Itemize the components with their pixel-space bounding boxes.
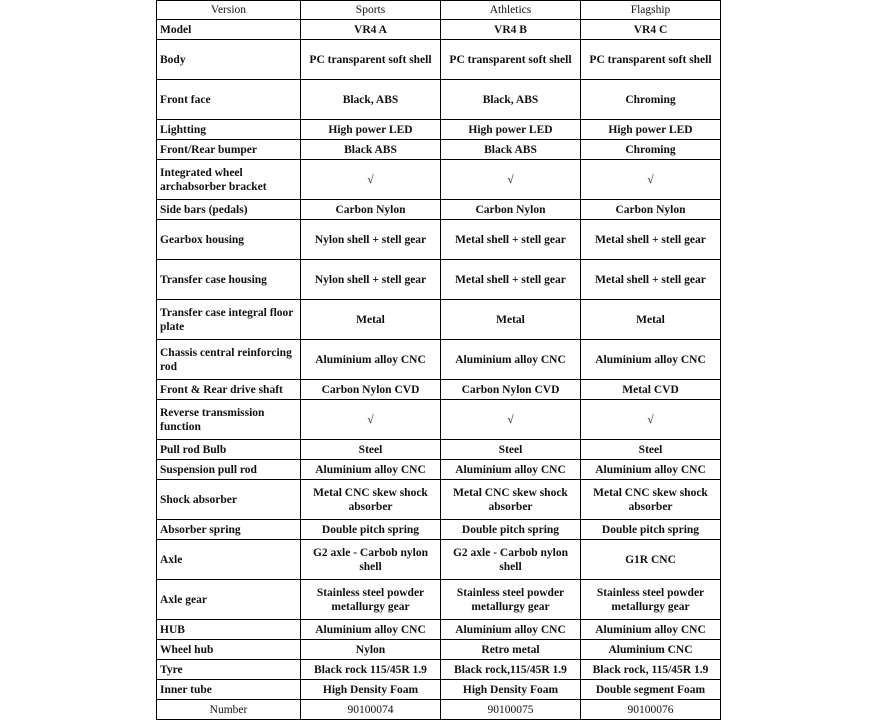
- table-cell: Aluminium CNC: [581, 640, 721, 660]
- row-label: Lightting: [157, 120, 301, 140]
- spec-table: [156, 0, 721, 720]
- row-label: Front face: [157, 80, 301, 120]
- table-cell: Stainless steel powder metallurgy gear: [581, 580, 721, 620]
- row-label: Suspension pull rod: [157, 460, 301, 480]
- row-label: Transfer case housing: [157, 260, 301, 300]
- table-cell: 90100075: [441, 700, 581, 720]
- table-row: [157, 540, 721, 580]
- table-cell: Chroming: [581, 140, 721, 160]
- table-cell: Black ABS: [301, 140, 441, 160]
- table-row: [157, 660, 721, 680]
- table-cell: VR4 A: [301, 20, 441, 40]
- table-cell: Black ABS: [441, 140, 581, 160]
- table-cell: Carbon Nylon CVD: [441, 380, 581, 400]
- table-cell: Stainless steel powder metallurgy gear: [301, 580, 441, 620]
- table-cell: PC transparent soft shell: [301, 40, 441, 80]
- table-cell: Retro metal: [441, 640, 581, 660]
- table-cell: High power LED: [441, 120, 581, 140]
- table-cell: 90100074: [301, 700, 441, 720]
- row-label: Pull rod Bulb: [157, 440, 301, 460]
- table-cell: Aluminium alloy CNC: [301, 340, 441, 380]
- table-cell: Double pitch spring: [441, 520, 581, 540]
- table-cell: G1R CNC: [581, 540, 721, 580]
- table-row: [157, 80, 721, 120]
- table-cell: Athletics: [441, 1, 581, 20]
- row-label: Gearbox housing: [157, 220, 301, 260]
- table-row: [157, 120, 721, 140]
- table-cell: G2 axle - Carbob nylon shell: [301, 540, 441, 580]
- table-cell: Metal: [441, 300, 581, 340]
- table-cell: Aluminium alloy CNC: [301, 460, 441, 480]
- table-cell: Metal CNC skew shock absorber: [301, 480, 441, 520]
- table-cell: 90100076: [581, 700, 721, 720]
- table-row: [157, 400, 721, 440]
- table-cell: Aluminium alloy CNC: [301, 620, 441, 640]
- table-row: [157, 440, 721, 460]
- table-row: [157, 20, 721, 40]
- table-cell: Aluminium alloy CNC: [581, 340, 721, 380]
- table-cell: Metal shell + stell gear: [581, 260, 721, 300]
- table-row: [157, 520, 721, 540]
- table-row: [157, 680, 721, 700]
- table-cell: Double pitch spring: [581, 520, 721, 540]
- table-cell: Nylon: [301, 640, 441, 660]
- table-cell: Aluminium alloy CNC: [441, 340, 581, 380]
- table-cell: High power LED: [581, 120, 721, 140]
- spec-table-body: [157, 1, 721, 720]
- table-cell: Chroming: [581, 80, 721, 120]
- table-cell: Metal: [581, 300, 721, 340]
- row-label: Tyre: [157, 660, 301, 680]
- row-label: Axle: [157, 540, 301, 580]
- table-cell: PC transparent soft shell: [441, 40, 581, 80]
- row-label: HUB: [157, 620, 301, 640]
- table-row: [157, 340, 721, 380]
- row-label: Number: [157, 700, 301, 720]
- row-label: Integrated wheel archabsorber bracket: [157, 160, 301, 200]
- table-cell: √: [441, 160, 581, 200]
- table-cell: Black, ABS: [301, 80, 441, 120]
- table-cell: Metal shell + stell gear: [441, 260, 581, 300]
- table-cell: Metal CNC skew shock absorber: [441, 480, 581, 520]
- table-cell: VR4 C: [581, 20, 721, 40]
- table-row: [157, 40, 721, 80]
- table-cell: Metal shell + stell gear: [581, 220, 721, 260]
- table-row: [157, 260, 721, 300]
- row-label: Shock absorber: [157, 480, 301, 520]
- table-cell: √: [581, 160, 721, 200]
- table-cell: Black rock, 115/45R 1.9: [581, 660, 721, 680]
- table-cell: VR4 B: [441, 20, 581, 40]
- table-cell: Nylon shell + stell gear: [301, 220, 441, 260]
- table-row: [157, 480, 721, 520]
- table-cell: PC transparent soft shell: [581, 40, 721, 80]
- table-cell: Black, ABS: [441, 80, 581, 120]
- table-cell: √: [441, 400, 581, 440]
- row-label: Body: [157, 40, 301, 80]
- table-cell: Metal shell + stell gear: [441, 220, 581, 260]
- table-cell: G2 axle - Carbob nylon shell: [441, 540, 581, 580]
- table-row: [157, 1, 721, 20]
- table-row: [157, 220, 721, 260]
- row-label: Front/Rear bumper: [157, 140, 301, 160]
- table-row: [157, 640, 721, 660]
- table-cell: Carbon Nylon CVD: [301, 380, 441, 400]
- row-label: Wheel hub: [157, 640, 301, 660]
- row-label: Axle gear: [157, 580, 301, 620]
- table-cell: Black rock 115/45R 1.9: [301, 660, 441, 680]
- table-cell: Nylon shell + stell gear: [301, 260, 441, 300]
- table-row: [157, 300, 721, 340]
- table-row: [157, 460, 721, 480]
- row-label: Chassis central reinforcing rod: [157, 340, 301, 380]
- table-cell: Steel: [301, 440, 441, 460]
- row-label: Absorber spring: [157, 520, 301, 540]
- table-cell: √: [581, 400, 721, 440]
- table-row: [157, 140, 721, 160]
- table-row: [157, 580, 721, 620]
- row-label: Inner tube: [157, 680, 301, 700]
- table-row: [157, 160, 721, 200]
- table-row: [157, 620, 721, 640]
- table-cell: Sports: [301, 1, 441, 20]
- row-label: Version: [157, 1, 301, 20]
- table-cell: Carbon Nylon: [581, 200, 721, 220]
- table-cell: √: [301, 400, 441, 440]
- table-cell: Flagship: [581, 1, 721, 20]
- table-cell: Carbon Nylon: [301, 200, 441, 220]
- table-cell: Steel: [581, 440, 721, 460]
- table-cell: Metal CNC skew shock absorber: [581, 480, 721, 520]
- row-label: Reverse transmission function: [157, 400, 301, 440]
- table-cell: Double segment Foam: [581, 680, 721, 700]
- table-cell: Aluminium alloy CNC: [441, 460, 581, 480]
- table-cell: High Density Foam: [441, 680, 581, 700]
- table-cell: Steel: [441, 440, 581, 460]
- table-cell: High Density Foam: [301, 680, 441, 700]
- table-cell: Carbon Nylon: [441, 200, 581, 220]
- table-cell: High power LED: [301, 120, 441, 140]
- table-cell: Aluminium alloy CNC: [441, 620, 581, 640]
- row-label: Model: [157, 20, 301, 40]
- row-label: Transfer case integral floor plate: [157, 300, 301, 340]
- table-cell: Metal: [301, 300, 441, 340]
- table-cell: Stainless steel powder metallurgy gear: [441, 580, 581, 620]
- table-cell: Aluminium alloy CNC: [581, 460, 721, 480]
- table-row: [157, 380, 721, 400]
- table-row: [157, 200, 721, 220]
- table-cell: Black rock,115/45R 1.9: [441, 660, 581, 680]
- row-label: Side bars (pedals): [157, 200, 301, 220]
- table-cell: Metal CVD: [581, 380, 721, 400]
- table-cell: Aluminium alloy CNC: [581, 620, 721, 640]
- row-label: Front & Rear drive shaft: [157, 380, 301, 400]
- table-cell: Double pitch spring: [301, 520, 441, 540]
- table-cell: √: [301, 160, 441, 200]
- table-row: [157, 700, 721, 720]
